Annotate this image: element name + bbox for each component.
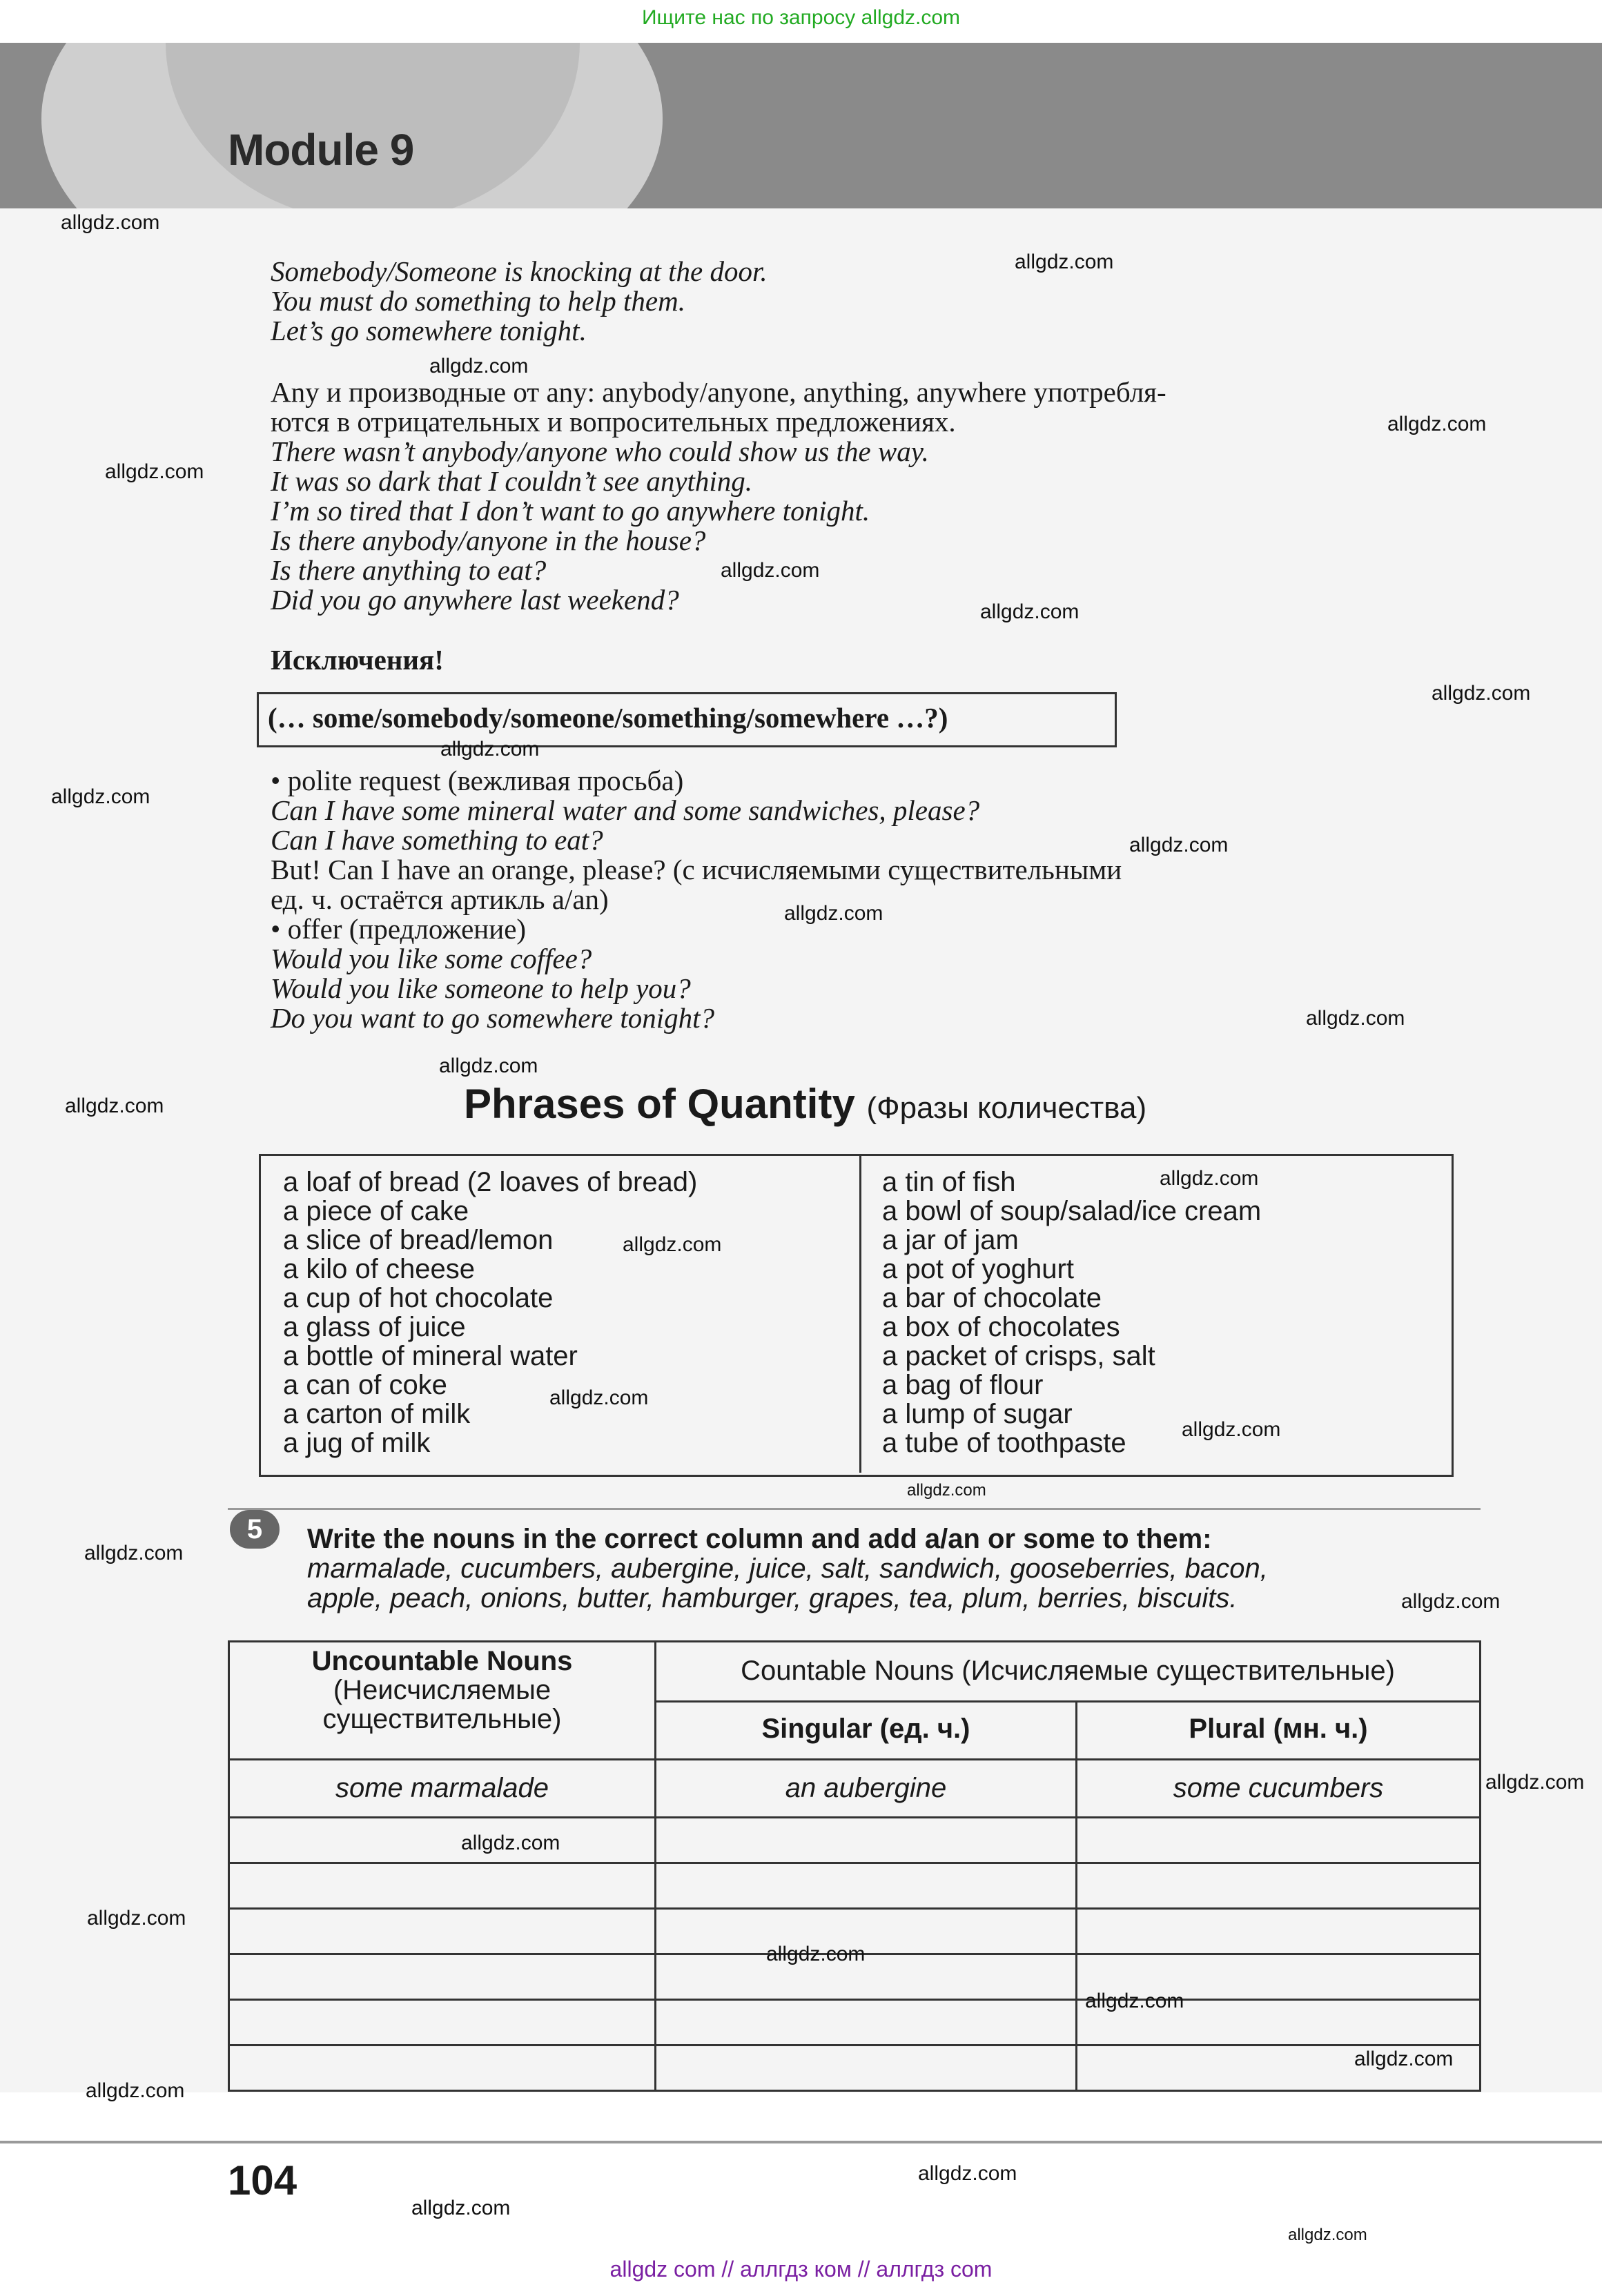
- phrase-item: a cup of hot chocolate: [283, 1283, 554, 1313]
- exercise-rule: [228, 1508, 1481, 1510]
- phrase-item: a bowl of soup/salad/ice cream: [882, 1196, 1262, 1226]
- watermark: allgdz.com: [1485, 1771, 1585, 1794]
- watermark: allgdz.com: [440, 738, 540, 761]
- exercise-instruction: Write the nouns in the correct column and add a/an or some to them:: [307, 1524, 1212, 1554]
- but-note: ед. ч. остаётся артикль a/an): [271, 883, 609, 915]
- watermark: allgdz.com: [65, 1095, 164, 1117]
- watermark: allgdz.com: [907, 1481, 986, 1500]
- module-title: Module 9: [228, 125, 414, 175]
- any-example: Is there anybody/anyone in the house?: [271, 524, 706, 556]
- intro-line: Let’s go somewhere tonight.: [271, 315, 587, 346]
- table-row-line: [230, 2044, 1479, 2046]
- footer-links[interactable]: allgdz com // аллгдз ком // аллгдз com: [609, 2257, 993, 2282]
- watermark: allgdz.com: [1432, 682, 1531, 705]
- any-example: Is there anything to eat?: [271, 554, 547, 586]
- answer-cell: an aubergine: [785, 1773, 947, 1803]
- offer-example: Do you want to go somewhere tonight?: [271, 1002, 715, 1034]
- polite-request-heading: • polite request (вежливая просьба): [271, 765, 684, 796]
- phrase-item: a pot of yoghurt: [882, 1254, 1074, 1284]
- exceptions-title: Исключения!: [271, 644, 444, 676]
- page-number: 104: [228, 2157, 297, 2204]
- phrase-item: a bag of flour: [882, 1370, 1044, 1400]
- phrase-item: a can of coke: [283, 1370, 447, 1400]
- watermark: allgdz.com: [1354, 2048, 1454, 2070]
- any-rule-line: ются в отрицательных и вопросительных предложениях.: [271, 406, 956, 438]
- watermark: allgdz.com: [1129, 834, 1229, 856]
- table-row-line: [230, 1999, 1479, 2001]
- exercise-number-badge: 5: [230, 1510, 280, 1549]
- phrase-item: a loaf of bread (2 loaves of bread): [283, 1167, 698, 1197]
- polite-example: Can I have some mineral water and some sandwiches, please?: [271, 794, 980, 826]
- table-divider: [230, 1758, 1479, 1760]
- watermark: allgdz.com: [549, 1386, 649, 1409]
- watermark: allgdz.com: [623, 1233, 722, 1256]
- table-divider: [654, 1700, 1479, 1703]
- watermark: allgdz.com: [1160, 1167, 1259, 1190]
- exercise-word-list: marmalade, cucumbers, aubergine, juice, salt, sandwich, gooseberries, bacon,: [307, 1553, 1268, 1584]
- offer-example: Would you like some coffee?: [271, 943, 592, 974]
- watermark: allgdz.com: [1085, 1990, 1184, 2012]
- offer-example: Would you like someone to help you?: [271, 972, 691, 1004]
- phrase-item: a bottle of mineral water: [283, 1341, 578, 1371]
- watermark: allgdz.com: [1306, 1007, 1405, 1030]
- phrases-title: Phrases of Quantity: [464, 1081, 855, 1127]
- watermark: allgdz.com: [1015, 251, 1114, 273]
- answer-cell: some cucumbers: [1173, 1773, 1384, 1803]
- answer-table: [228, 1640, 1481, 2092]
- phrase-item: a lump of sugar: [882, 1399, 1073, 1429]
- watermark: allgdz.com: [51, 785, 150, 808]
- watermark: allgdz.com: [784, 902, 883, 925]
- table-row-line: [230, 1907, 1479, 1910]
- watermark: allgdz.com: [86, 2079, 185, 2102]
- phrase-item: a jug of milk: [283, 1428, 431, 1458]
- watermark: allgdz.com: [411, 2197, 511, 2219]
- any-example: There wasn’t anybody/anyone who could show us the way.: [271, 435, 929, 467]
- watermark: allgdz.com: [105, 460, 204, 483]
- any-rule-line: Any и производные от any: anybody/anyone, anything, anywhere употребля-: [271, 376, 1166, 408]
- watermark: allgdz.com: [439, 1054, 538, 1077]
- phrase-item: a glass of juice: [283, 1312, 466, 1342]
- phrase-item: a slice of bread/lemon: [283, 1225, 554, 1255]
- phrase-item: a jar of jam: [882, 1225, 1019, 1255]
- any-example: I’m so tired that I don’t want to go anywhere tonight.: [271, 495, 870, 527]
- phrases-subtitle: (Фразы количества): [866, 1091, 1147, 1125]
- any-example: Did you go anywhere last weekend?: [271, 584, 679, 616]
- table-row-line: [230, 1862, 1479, 1864]
- uncountable-subheader: (Неисчисляемые: [333, 1675, 551, 1705]
- intro-line: You must do something to help them.: [271, 285, 685, 317]
- exercise-word-list: apple, peach, onions, butter, hamburger, grapes, tea, plum, berries, biscuits.: [307, 1583, 1238, 1613]
- exceptions-box-text: (… some/somebody/someone/something/somewhere …?): [268, 702, 948, 734]
- polite-example: Can I have something to eat?: [271, 824, 603, 856]
- phrase-item: a piece of cake: [283, 1196, 469, 1226]
- offer-heading: • offer (предложение): [271, 913, 527, 945]
- singular-header: Singular (ед. ч.): [761, 1714, 970, 1744]
- but-note: But! Can I have an orange, please? (с исчисляемыми существительными: [271, 854, 1122, 885]
- watermark: allgdz.com: [1387, 413, 1487, 435]
- uncountable-header: Uncountable Nouns: [311, 1646, 573, 1676]
- phrase-item: a bar of chocolate: [882, 1283, 1102, 1313]
- plural-header: Plural (мн. ч.): [1189, 1714, 1368, 1744]
- watermark: allgdz.com: [84, 1542, 184, 1564]
- watermark: allgdz.com: [61, 211, 160, 234]
- watermark: allgdz.com: [766, 1943, 866, 1965]
- phrase-item: a tube of toothpaste: [882, 1428, 1126, 1458]
- phrase-item: a box of chocolates: [882, 1312, 1120, 1342]
- watermark: allgdz.com: [1401, 1590, 1501, 1613]
- intro-line: Somebody/Someone is knocking at the door.: [271, 255, 768, 287]
- footer-rule: [0, 2141, 1602, 2143]
- uncountable-subheader: существительные): [322, 1704, 562, 1734]
- watermark: allgdz.com: [918, 2162, 1017, 2185]
- phrases-divider: [859, 1154, 861, 1473]
- watermark: allgdz.com: [461, 1832, 560, 1854]
- phrase-item: a packet of crisps, salt: [882, 1341, 1155, 1371]
- any-example: It was so dark that I couldn’t see anything.: [271, 465, 753, 497]
- countable-header: Countable Nouns (Исчисляемые существительные): [741, 1656, 1395, 1686]
- table-divider: [654, 1642, 656, 2090]
- watermark: allgdz.com: [429, 355, 529, 377]
- watermark: allgdz.com: [87, 1907, 186, 1930]
- watermark: allgdz.com: [980, 600, 1080, 623]
- table-row-line: [230, 1816, 1479, 1818]
- phrase-item: a kilo of cheese: [283, 1254, 475, 1284]
- answer-cell: some marmalade: [335, 1773, 549, 1803]
- watermark: allgdz.com: [1288, 2226, 1367, 2244]
- phrase-item: a tin of fish: [882, 1167, 1016, 1197]
- phrase-item: a carton of milk: [283, 1399, 471, 1429]
- top-banner[interactable]: Ищите нас по запросу allgdz.com: [641, 6, 961, 29]
- phrases-heading: [464, 1080, 1146, 1128]
- watermark: allgdz.com: [721, 559, 820, 582]
- watermark: allgdz.com: [1182, 1418, 1281, 1441]
